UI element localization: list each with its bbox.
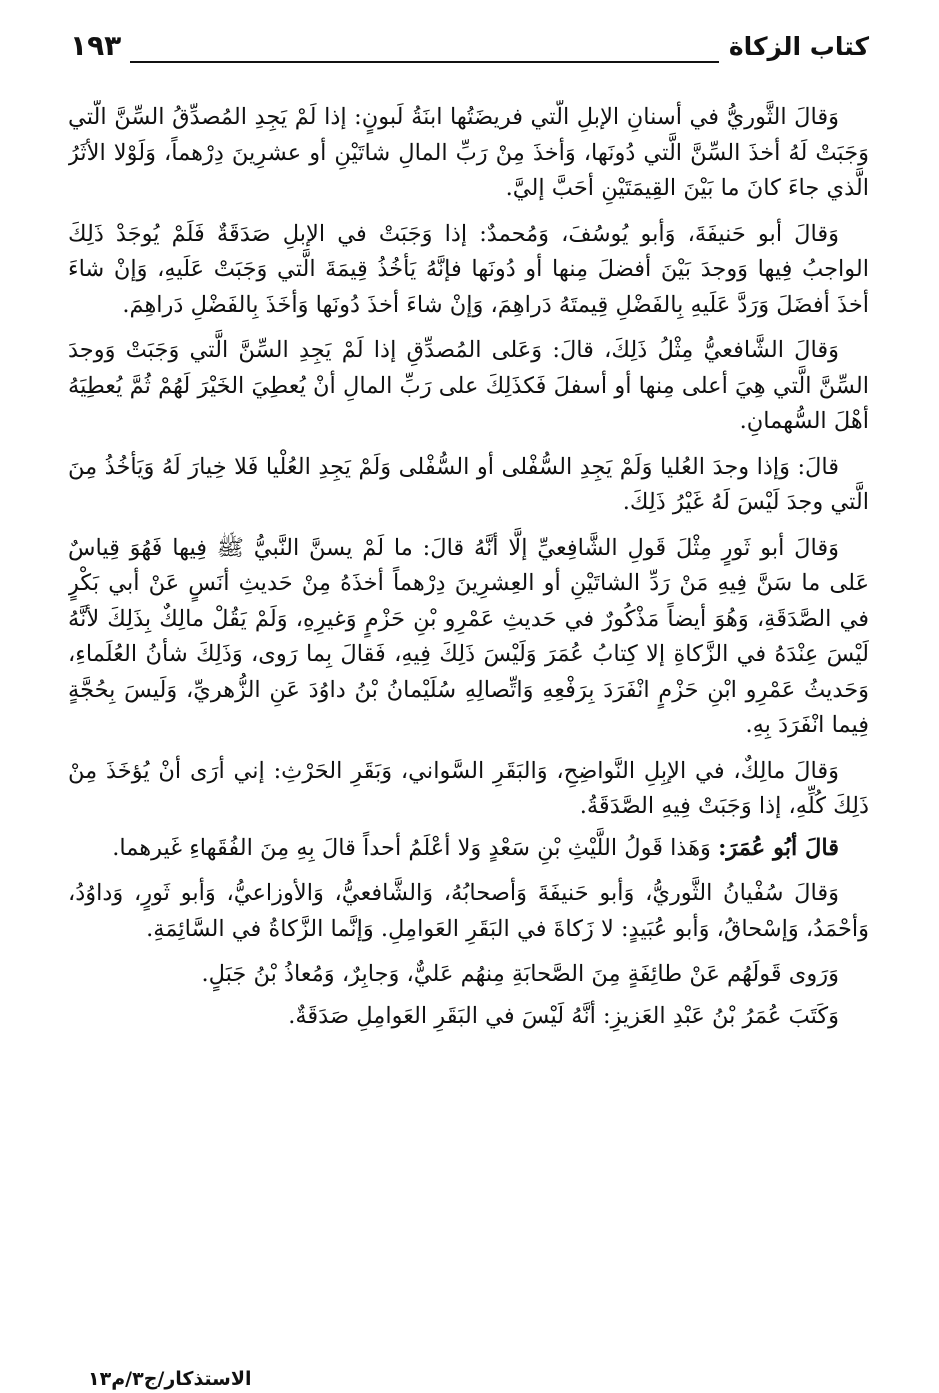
paragraph <box>68 754 869 825</box>
paragraph-text: وَقالَ مالِكٌ، في الإبِلِ النَّواضِحِ، وَالبَقَرِ السَّواني، وَبَقَرِ الحَرْثِ: إني أرَى أنْ يُؤخَذَ مِنْ ذَلِكَ كُلِّهِ، إذا وَجَبَتْ فِيهِ الصَّدَقَةُ. <box>68 757 869 819</box>
paragraph <box>68 100 869 207</box>
paragraph-text: وَقالَ أبو حَنيفَةَ، وَأبو يُوسُفَ، وَمُحمدٌ: إذا وَجَبَتْ في الإبلِ صَدَقَةٌ فَلَمْ يُوجَدْ ذَلِكَ الواجبُ فِيها وَوجدَ بَيْنَ أفضلَ مِنها أو دُونَها فإنَّهُ يَأخُذُ قِيمَةَ الَّتي وَجَبَتْ عَلَيهِ، وَإنْ شاءَ أخذَ أفضَلَ وَرَدَّ عَلَيهِ بِالفَضْلِ قِيمتَهُ دَراهِمَ، وَإنْ شاءَ أخذَ دُونَها وَأخَذَ بِالفَضْلِ دَراهِمَ. <box>68 220 869 318</box>
running-title: كتاب الزكاة <box>728 32 869 61</box>
paragraph <box>68 217 869 324</box>
paragraph <box>68 876 869 947</box>
paragraph <box>68 957 869 993</box>
page-number: ١٩٣ <box>70 29 122 62</box>
signature-mark: الاستذكار/ج٣/م١٣ <box>88 1368 252 1390</box>
paragraph <box>68 333 869 440</box>
paragraph-text: وَرَوى قَولَهُم عَنْ طائِفَةٍ مِنَ الصَّحابَةِ مِنهُم عَليٌّ، وَجابِرٌ، وَمُعاذُ بْنُ جَبَلٍ. <box>201 961 839 987</box>
paragraph-text: وَهَذا قَولُ اللَّيْثِ بْنِ سَعْدٍ وَلا أعْلَمُ أحداً قالَ بِهِ مِنَ الفُقَهاءِ غَيرهما. <box>112 834 711 861</box>
paragraph-lead: قالَ أبُو عُمَرَ: <box>718 834 839 861</box>
page-body <box>68 100 869 1343</box>
paragraph-text: وَقالَ سُفْيانُ الثَّوريُّ، وَأبو حَنيفَةَ وَأصحابُهُ، وَالشَّافعيُّ، وَالأوزاعيُّ، وَأبو ثَورٍ، وَداوُدُ، وَأحْمَدُ، وَإسْحاقُ، وَأبو عُبَيدٍ: لا زَكاةَ في البَقَرِ العَوامِلِ. وَإنَّما الزَّكاةُ في السَّائِمَةِ. <box>68 880 869 942</box>
paragraph <box>68 450 869 521</box>
paragraph <box>68 531 869 744</box>
paragraph <box>68 831 869 867</box>
paragraph-text: وَقالَ أبو ثَورٍ مِثْلَ قَولِ الشَّافِعيِّ إلَّا أنَّهُ قالَ: ما لَمْ يسنَّ النَّبيُّ ﷺ فِيها فَهُوَ قِياسٌ عَلى ما سَنَّ فِيهِ مَنْ رَدِّ الشاتَيْنِ أو العِشرِينَ دِرْهماً أخذَهُ مِنْ حَديثِ أنَسٍ عَنْ أبي بَكْرٍ في الصَّدَقَةِ، وَهُوَ أيضاً مَذْكُورٌ في حَديثِ عَمْرِو بْنِ حَزْمٍ وَغيرِهِ، وَلَمْ يَقُلْ مالِكٌ بِذَلِكَ لأنَّهُ لَيْسَ عِنْدَهُ في الزَّكاةِ إلا كِتابُ عُمَرَ وَلَيْسَ ذَلِكَ فِيهِ، فَقالَ بِما رَوى، وَذَلِكَ شأنُ العُلَماءِ، وَحَديثُ عَمْرِو ابْنِ حَزْمٍ انْفَرَدَ بِرَفْعِهِ وَاتِّصالِهِ سُلَيْمانُ بْنُ داوُدَ عَنِ الزُّهريِّ، وَلَيسَ بِحُجَّةٍ فِيما انْفَرَدَ بِهِ. <box>68 534 869 738</box>
paragraph-text: وَقالَ الثَّوريُّ في أسنانِ الإبلِ الَّتي فريضَتُها ابنَةُ لَبونٍ: إذا لَمْ يَجِدِ المُصدِّقُ السِّنَّ الَّتي وَجَبَتْ لَهُ أخذَ السِّنَّ الَّتي دُونَها، وَأخذَ مِنْ رَبِّ المالِ شاتَيْنِ أو عشرِينَ دِرْهماً، وَلَوْلا الأثَرُ الَّذي جاءَ كانَ ما بَيْنَ القِيمَتَيْنِ أحَبَّ إليَّ. <box>68 104 869 201</box>
paragraph <box>68 999 869 1035</box>
page-header <box>70 28 869 74</box>
paragraph-text: قالَ: وَإذا وجدَ العُليا وَلَمْ يَجِدِ السُّفْلى أو السُّفْلى وَلَمْ يَجِدِ العُلْيا فَلا خِيارَ لَهُ وَيَأخُذُ مِنَ الَّتي وجدَ لَيْسَ لَهُ غَيْرُ ذَلِكَ. <box>68 453 869 515</box>
paragraph-text: وَكَتَبَ عُمَرُ بْنُ عَبْدِ العَزيزِ: أنَّهُ لَيْسَ في البَقَرِ العَوامِلِ صَدَقَةٌ. <box>288 1002 839 1029</box>
header-rule <box>130 61 719 63</box>
paragraph-text: وَقالَ الشَّافعيُّ مِثْلُ ذَلِكَ، قالَ: وَعَلى المُصدِّقِ إذا لَمْ يَجِدِ السِّنَّ الَّتي وَجَبَتْ وَوجدَ السِّنَّ الَّتي هِيَ أعلى مِنها أو أسفلَ فَكذَلِكَ على رَبِّ المالِ أنْ يُعطِيَ الخَيْرَ لَهُمْ ثُمَّ يُعطِيَهُ أهْلَ السُّهمانِ. <box>68 337 869 434</box>
